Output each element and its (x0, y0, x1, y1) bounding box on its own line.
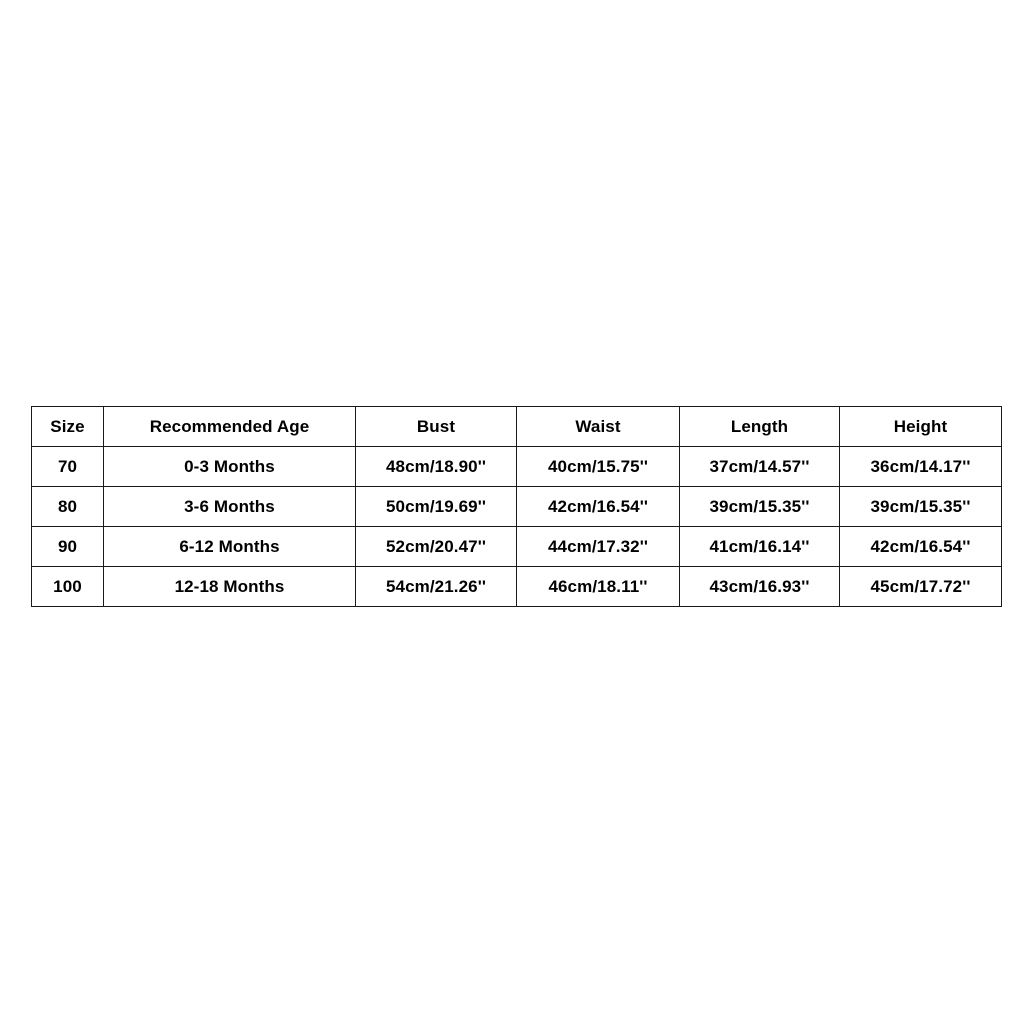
cell-size: 70 (32, 447, 104, 487)
cell-length: 41cm/16.14'' (680, 527, 840, 567)
table-header-row (32, 407, 1002, 447)
cell-waist: 42cm/16.54'' (517, 487, 680, 527)
cell-length: 37cm/14.57'' (680, 447, 840, 487)
cell-size: 90 (32, 527, 104, 567)
header-length: Length (680, 407, 840, 447)
table-row (32, 527, 1002, 567)
cell-size: 100 (32, 567, 104, 607)
cell-recommended-age: 0-3 Months (104, 447, 356, 487)
size-chart-table (31, 406, 1002, 607)
header-size: Size (32, 407, 104, 447)
table-row (32, 447, 1002, 487)
cell-bust: 52cm/20.47'' (356, 527, 517, 567)
cell-recommended-age: 6-12 Months (104, 527, 356, 567)
header-recommended-age: Recommended Age (104, 407, 356, 447)
header-height: Height (840, 407, 1002, 447)
cell-recommended-age: 3-6 Months (104, 487, 356, 527)
cell-bust: 50cm/19.69'' (356, 487, 517, 527)
cell-height: 45cm/17.72'' (840, 567, 1002, 607)
cell-height: 39cm/15.35'' (840, 487, 1002, 527)
cell-waist: 40cm/15.75'' (517, 447, 680, 487)
cell-waist: 46cm/18.11'' (517, 567, 680, 607)
cell-height: 36cm/14.17'' (840, 447, 1002, 487)
cell-size: 80 (32, 487, 104, 527)
header-bust: Bust (356, 407, 517, 447)
header-waist: Waist (517, 407, 680, 447)
cell-height: 42cm/16.54'' (840, 527, 1002, 567)
cell-length: 43cm/16.93'' (680, 567, 840, 607)
cell-bust: 48cm/18.90'' (356, 447, 517, 487)
table-row (32, 487, 1002, 527)
cell-recommended-age: 12-18 Months (104, 567, 356, 607)
table-row (32, 567, 1002, 607)
cell-length: 39cm/15.35'' (680, 487, 840, 527)
cell-bust: 54cm/21.26'' (356, 567, 517, 607)
cell-waist: 44cm/17.32'' (517, 527, 680, 567)
